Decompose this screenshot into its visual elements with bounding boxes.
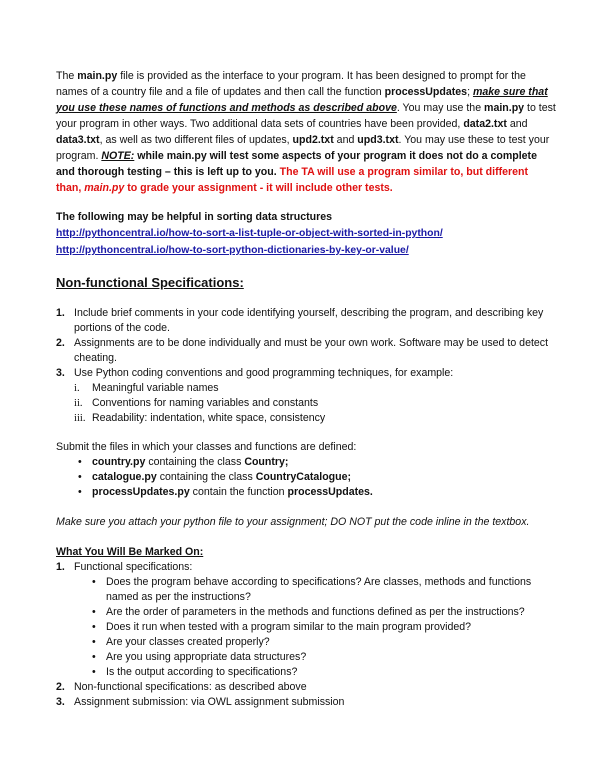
marked-bullet: • Is the output according to specifications?	[92, 666, 298, 678]
intro-text-run: data2.txt	[463, 118, 507, 130]
bullet-icon: •	[92, 606, 96, 618]
intro-paragraph	[56, 68, 556, 196]
intro-text-run: data3.txt	[56, 134, 100, 146]
submit-intro: Submit the files in which your classes and functions are defined:	[56, 441, 357, 453]
sort-list-link[interactable]: http://pythoncentral.io/how-to-sort-a-list-tuple-or-object-with-sorted-in-python/	[56, 228, 443, 239]
intro-text-run: and	[506, 118, 528, 130]
convention-item: iii. Readability: indentation, white space, consistency	[74, 412, 326, 424]
intro-text-run: The	[56, 70, 78, 82]
intro-text-run: , as well as two different files of updates,	[99, 134, 293, 146]
intro-text-run: to test your program in other ways. Two additional data sets of countries have been provided,	[56, 102, 556, 130]
convention-item: ii. Conventions for naming variables and constants	[74, 397, 319, 409]
marked-section	[56, 545, 556, 710]
bullet-icon: •	[92, 636, 96, 648]
intro-text-run: and	[333, 134, 358, 146]
intro-text-run: . You may use these to test your program.	[56, 134, 550, 162]
sort-dict-link[interactable]: http://pythoncentral.io/how-to-sort-python-dictionaries-by-key-or-value/	[56, 245, 409, 256]
intro-text-run: while main.py will test some aspects of your program it does not do a complete and thorough testing – this is left up to you.	[56, 150, 537, 178]
marked-bullet: • Are you using appropriate data structures?	[92, 651, 307, 663]
intro-text-run: file is provided as the interface to your program. It has been designed to prompt for the names of a country file and a file of updates and then call the function	[56, 70, 526, 98]
intro-text-run: main.py	[77, 70, 118, 82]
marked-heading: What You Will Be Marked On:	[56, 546, 204, 558]
intro-text-run: processUpdates	[384, 86, 468, 98]
marked-item: 1. Functional specifications:	[56, 561, 193, 573]
marked-bullet: • Does it run when tested with a program similar to the main program provided?	[92, 621, 472, 633]
marked-bullet: • Are the order of parameters in the methods and functions defined as per the instructions?	[92, 606, 525, 618]
nonfunctional-item: 3. Use Python coding conventions and good programming techniques, for example:	[56, 367, 454, 379]
intro-text-run: NOTE:	[101, 150, 135, 162]
submit-file-item: • country.py containing the class Country;	[78, 456, 289, 468]
intro-text-run: . You may use the	[396, 102, 485, 114]
attach-note: Make sure you attach your python file to your assignment; DO NOT put the code inline in the textbox.	[56, 516, 530, 528]
marked-item: 2. Non-functional specifications: as described above	[56, 681, 307, 693]
bullet-icon: •	[92, 576, 96, 588]
helpful-heading: The following may be helpful in sorting data structures	[56, 211, 333, 223]
bullet-icon: •	[78, 456, 82, 468]
submit-file-item: • processUpdates.py contain the function processUpdates.	[78, 486, 373, 498]
nonfunctional-list	[56, 306, 556, 426]
nonfunctional-heading: Non-functional Specifications:	[56, 275, 244, 290]
nonfunctional-item: 2. Assignments are to be done individually and must be your own work. Software may be used to detect cheating.	[56, 337, 549, 364]
bullet-icon: •	[78, 471, 82, 483]
submit-section	[56, 440, 556, 500]
marked-bullet: • Does the program behave according to specifications? Are classes, methods and functions named as per the instructions?	[92, 576, 532, 603]
submit-file-item: • catalogue.py containing the class CountryCatalogue;	[78, 471, 352, 483]
marked-item: 3. Assignment submission: via OWL assignment submission	[56, 696, 345, 708]
intro-text-run: ;	[467, 86, 473, 98]
intro-text-run: make sure that you use these names of functions and methods as described above	[56, 86, 548, 114]
bullet-icon: •	[78, 486, 82, 498]
marked-bullet: • Are your classes created properly?	[92, 636, 270, 648]
intro-text-run: upd3.txt	[357, 134, 399, 146]
bullet-icon: •	[92, 666, 96, 678]
nonfunctional-item: 1. Include brief comments in your code identifying yourself, describing the program, and describing key portions of the code.	[56, 307, 544, 334]
intro-text-run: upd2.txt	[292, 134, 334, 146]
intro-section	[56, 68, 556, 259]
intro-text-run: to grade your assignment - it will include other tests.	[124, 182, 393, 194]
intro-text-run: main.py	[484, 102, 525, 114]
bullet-icon: •	[92, 621, 96, 633]
intro-text-run: The TA will use a program similar to, but different than,	[56, 166, 529, 194]
intro-text-run: main.py	[84, 182, 125, 194]
convention-item: i. Meaningful variable names	[74, 382, 219, 394]
bullet-icon: •	[92, 651, 96, 663]
